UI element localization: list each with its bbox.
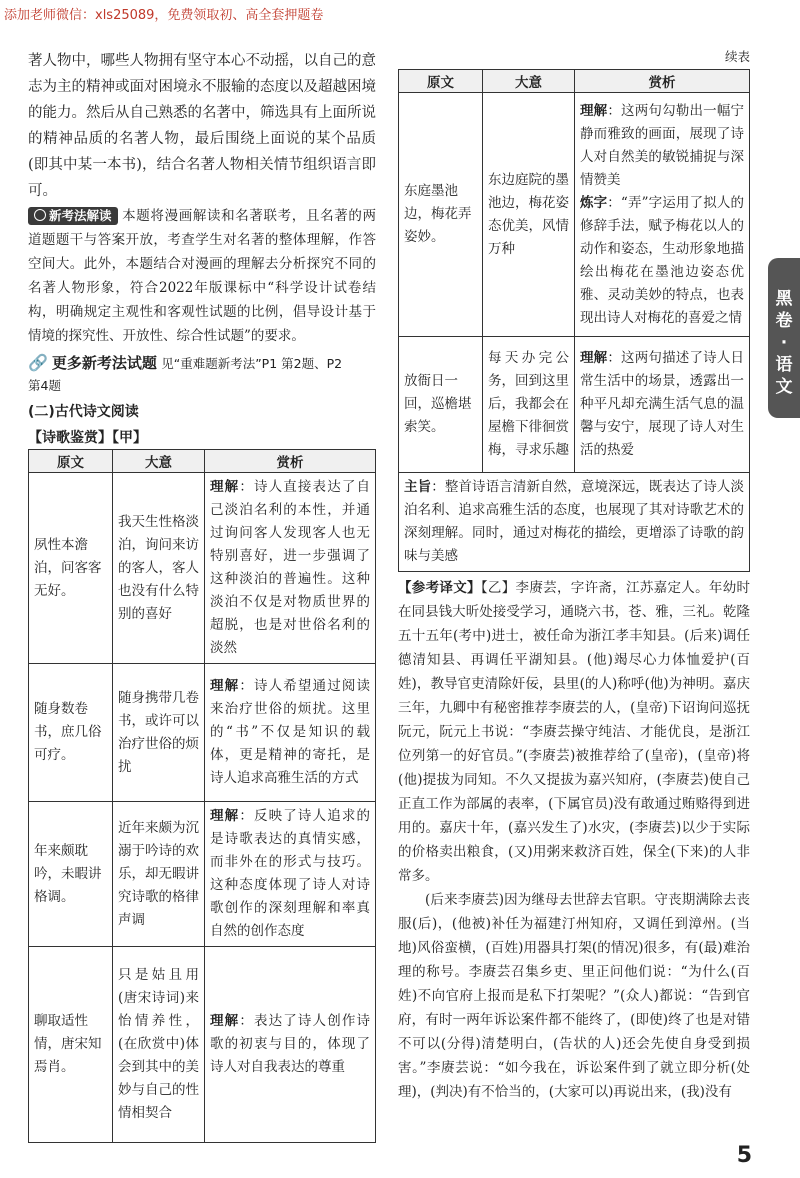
table-row bbox=[399, 93, 750, 337]
cell-original: 放衙日一回，巡檐堪索笑。 bbox=[399, 337, 483, 473]
intro-paragraph: 著人物中，哪些人物拥有坚守本心不动摇，以自己的意志为主的精神或面对困境永不服输的态度以及超越困境的能力。然后从自己熟悉的名著中，筛选具有上面所说的精神品质的名著人物，最后围绕上面说的某个品质(即其中某一本书)，结合名著人物相关情节组织语言即可。 bbox=[28, 53, 376, 199]
cell-analysis: 理解：这两句勾勒出一幅宁静而雅致的画面，展现了诗人对自然美的敏锐捕捉与深情赞美 炼字：“弄”字运用了拟人的修辞手法，赋予梅花以人的动作和姿态，生动形象地描绘出梅花在墨池边姿态优雅、灵动美妙的特点，也表现出诗人对梅花的喜爱之情 bbox=[575, 93, 750, 337]
new-exam-paragraph bbox=[28, 204, 376, 348]
page-number: 5 bbox=[736, 1143, 752, 1168]
side-tab-char: 文 bbox=[775, 377, 793, 397]
cell-original: 年来颇耽吟，未暇讲格调。 bbox=[29, 802, 113, 947]
more-title: 更多新考法试题 bbox=[51, 354, 157, 372]
cell-meaning: 我天生性格淡泊，询问来访的客人，客人也没有什么特别的喜好 bbox=[113, 473, 205, 664]
cell-analysis: 理解：表达了诗人创作诗歌的初衷与目的，体现了诗人对自我表达的尊重 bbox=[205, 947, 376, 1143]
cell-original: 夙性本澹泊，问客客无好。 bbox=[29, 473, 113, 664]
table-row bbox=[29, 947, 376, 1143]
header-original: 原文 bbox=[29, 450, 113, 473]
side-tab-char: · bbox=[780, 333, 788, 353]
section-sub: 【诗歌鉴赏】【甲】 bbox=[28, 430, 147, 446]
more-ref: 见“重难题新考法”P1 第2题、P2 bbox=[161, 356, 343, 371]
cell-original: 东庭墨池边，梅花弄姿妙。 bbox=[399, 93, 483, 337]
right-column bbox=[398, 48, 750, 1104]
side-tab-char: 语 bbox=[775, 355, 793, 375]
new-exam-text: 本题将漫画解读和名著联考，且名著的两道题题干与答案开放，考查学生对名著的整体理解，作答空间大。此外，本题结合对漫画的理解去分析探究不同的名著人物形象，符合2022年版课标中“科学设计试卷结构，明确规定主观性和客观性试题的比例，倡导设计基于情境的探究性、开放性、综合性试题”的要求。 bbox=[28, 208, 376, 344]
cell-analysis: 理解：这两句描述了诗人日常生活中的场景，透露出一种平凡却充满生活气息的温馨与安宁，展现了诗人对生活的热爱 bbox=[575, 337, 750, 473]
cell-meaning: 只是姑且用(唐宋诗词)来怡情养性，(在欣赏中)体会到其中的美妙与自己的性情相契合 bbox=[113, 947, 205, 1143]
new-exam-tag: 新考法解读 bbox=[28, 207, 118, 225]
cell-meaning: 随身携带几卷书，或许可以治疗世俗的烦扰 bbox=[113, 664, 205, 802]
header-analysis: 赏析 bbox=[205, 450, 376, 473]
cell-original: 随身数卷书，庶几俗可疗。 bbox=[29, 664, 113, 802]
header-meaning: 大意 bbox=[483, 70, 575, 93]
cell-meaning: 近年来颇为沉溺于吟诗的欢乐，却无暇讲究诗歌的格律声调 bbox=[113, 802, 205, 947]
cell-meaning: 东边庭院的墨池边，梅花姿态优美，风情万种 bbox=[483, 93, 575, 337]
more-questions bbox=[28, 352, 376, 397]
cell-original: 聊取适性情，唐宋知焉肖。 bbox=[29, 947, 113, 1143]
poem-table-right bbox=[398, 69, 750, 572]
table-header-row bbox=[399, 70, 750, 93]
cell-meaning: 每天办完公务，回到这里后，我都会在屋檐下徘徊赏梅，寻求乐趣 bbox=[483, 337, 575, 473]
table-row bbox=[29, 473, 376, 664]
cell-analysis: 理解：诗人希望通过阅读来治疗世俗的烦扰。这里的“书”不仅是知识的载体，更是精神的寄托，是诗人追求高雅生活的方式 bbox=[205, 664, 376, 802]
side-tab-char: 黑 bbox=[775, 289, 793, 309]
table-header-row bbox=[29, 450, 376, 473]
left-column bbox=[28, 48, 376, 1143]
side-tab bbox=[768, 258, 800, 418]
main-idea-cell: 主旨：整首诗语言清新自然，意境深远，既表达了诗人淡泊名利、追求高雅生活的态度，也展现了其对诗歌艺术的深刻理解。同时，通过对梅花的描绘，更增添了诗歌的韵味与美感 bbox=[399, 473, 750, 572]
translation-paragraph-2: (后来李赓芸)因为继母去世辞去官职。守丧期满除去丧服(后)，(他被)补任为福建汀州知府，又调任到漳州。(当地)风俗蛮横，(百姓)用器具打架(的情况)很多，有(最)难治理的称号。李赓芸召集乡吏、里正问他们说：“为什么(百姓)不向官府上报而是私下打架呢？”(众人)都说：“告到官府，有时一两年诉讼案件都不能终了，(即使)终了也是对错不可以(分得)清楚明白，(告状的人)还会先使自身受到损害。”李赓芸说：“如今我在，诉讼案件到了就立即分析(处理)，(判决)有不恰当的，(大家可以)再说出来，(我)没有 bbox=[398, 892, 750, 1100]
header-original: 原文 bbox=[399, 70, 483, 93]
watermark: 添加老师微信：xls25089，免费领取初、高全套押题卷 bbox=[4, 8, 324, 23]
bulb-icon bbox=[34, 209, 46, 221]
cell-analysis: 理解：诗人直接表达了自己淡泊名利的本性，并通过询问客人发现客人也无特别喜好，进一步强调了这种淡泊的普遍性。这种淡泊不仅是对物质世界的超脱，也是对世俗名利的淡然 bbox=[205, 473, 376, 664]
main-idea-row bbox=[399, 473, 750, 572]
more-ref-2: 第4题 bbox=[28, 378, 61, 393]
translation-paragraph-1: 【参考译文】【乙】李赓芸，字许斋，江苏嘉定人。年幼时在同县钱大昕处接受学习，通晓六书，苍、雅，三礼。乾隆五十五年(考中)进士，被任命为浙江孝丰知县。(后来)调任德清知县、再调任平湖知县。(他)竭尽心力体恤爱护(百姓)，教导官吏清除奸佞，县里(的人)称呼(他)为神明。嘉庆三年，九卿中有秘密推荐李赓芸的人，(皇帝)下诏询问巡抚阮元，阮元上书说：“李赓芸操守纯洁、才能优良，是浙江位列第一的好官员。”(李赓芸)被推荐给了(皇帝)，(皇帝)将(他)提拔为同知。不久又提拔为嘉兴知府，(李赓芸)使自己正直工作为部属的表率，(下属官员)没有敢通过贿赂得到进用的。嘉庆十年，(嘉兴发生了)水灾，(李赓芸)以少于实际的价格卖出粮食，(又)用粥来救济百姓，保全(下来)的人非常多。 bbox=[398, 580, 751, 884]
continued-label: 续表 bbox=[724, 49, 750, 64]
cell-analysis: 理解：反映了诗人追求的是诗歌表达的真情实感，而非外在的形式与技巧。这种态度体现了诗人对诗歌创作的深刻理解和率真自然的创作态度 bbox=[205, 802, 376, 947]
section-title: (二)古代诗文阅读 bbox=[28, 404, 139, 420]
header-meaning: 大意 bbox=[113, 450, 205, 473]
table-row bbox=[399, 337, 750, 473]
side-tab-char: 卷 bbox=[775, 311, 793, 331]
table-row bbox=[29, 802, 376, 947]
poem-table-left bbox=[28, 449, 376, 1143]
header-analysis: 赏析 bbox=[575, 70, 750, 93]
link-icon: 🔗 bbox=[28, 353, 48, 372]
table-row bbox=[29, 664, 376, 802]
